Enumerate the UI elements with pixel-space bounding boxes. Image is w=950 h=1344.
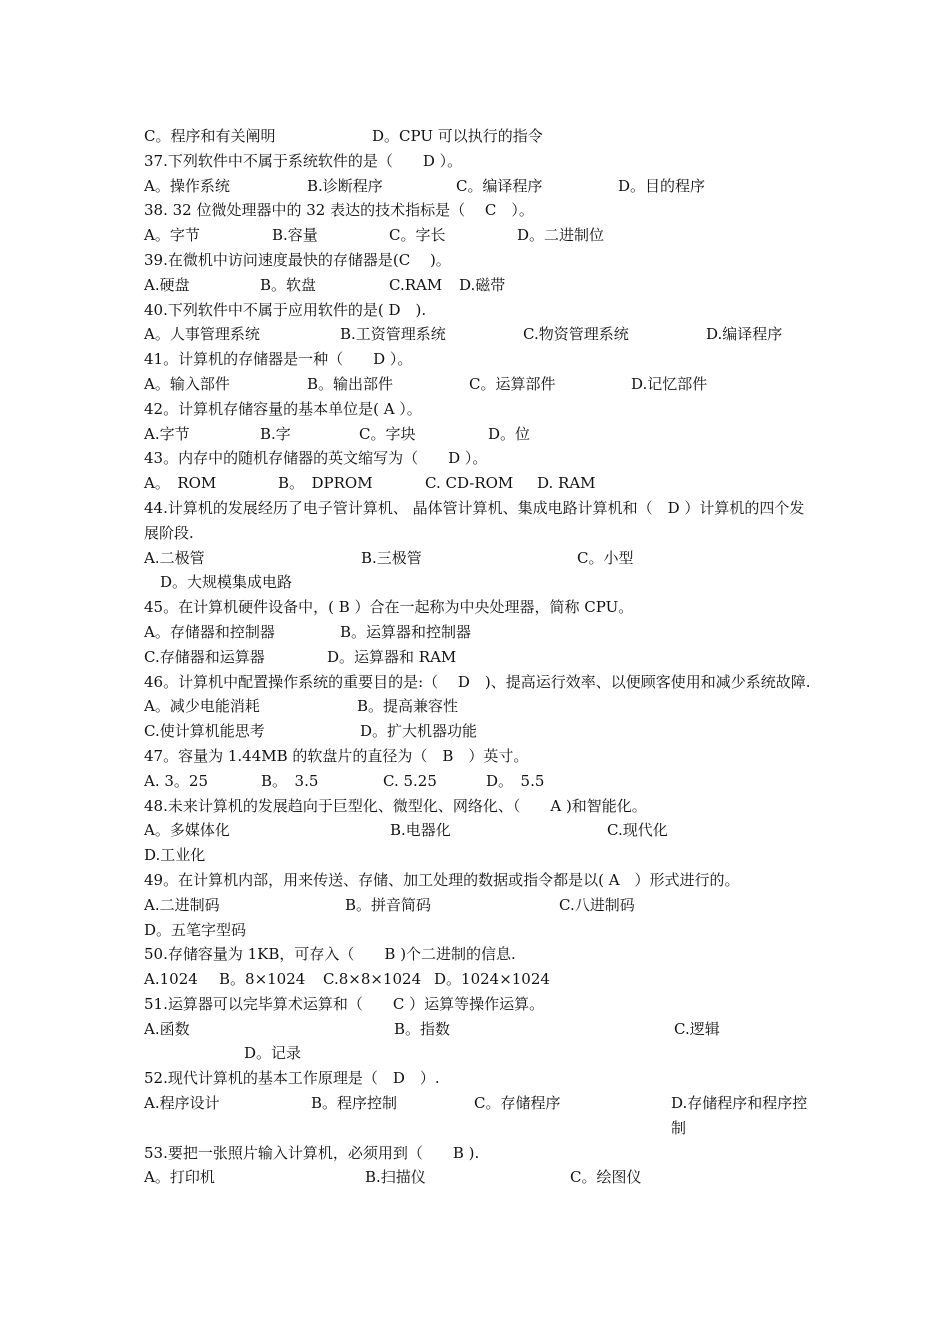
option-d: D。 5.5 [486, 771, 545, 790]
question-43: 43。内存中的随机存储器的英文缩写为（ D ）。 [144, 449, 488, 468]
option-row [144, 223, 812, 248]
option-d: D. RAM [537, 474, 596, 493]
option-b: B。软盘 [260, 275, 317, 294]
option-d: D.存储程序和程序控制 [671, 1094, 808, 1137]
option-d: D.编译程序 [706, 325, 783, 344]
option-c: C。绘图仪 [570, 1168, 642, 1187]
question-45: 45。在计算机硬件设备中，( B ）合在一起称为中央处理器，简称 CPU。 [144, 598, 634, 617]
option-a: A.程序设计 [144, 1094, 220, 1113]
option-d: D。运算器和 RAM [327, 647, 457, 666]
option-d: D。位 [488, 424, 531, 443]
question-53: 53.要把一张照片输入计算机，必须用到（ B ). [144, 1143, 480, 1162]
question-39: 39.在微机中访问速度最快的存储器是(C )。 [144, 250, 451, 269]
option-d: D。记录 [244, 1044, 302, 1063]
option-row [144, 1091, 812, 1141]
option-c: C.现代化 [607, 821, 668, 840]
option-row [144, 322, 812, 347]
question-46: 46。计算机中配置操作系统的重要目的是:（ D )、提高运行效率、以便顾客使用和减少系统故障. [144, 672, 811, 691]
option-c: C。字长 [389, 226, 446, 245]
option-c: C. 5.25 [383, 771, 437, 790]
option-a: A。输入部件 [144, 374, 230, 393]
option-b: B。提高兼容性 [357, 697, 459, 716]
question-44: 44.计算机的发展经历了电子管计算机、 晶体管计算机、集成电路计算机和（ D ）计算机的四个发展阶段. [144, 498, 805, 542]
option-a: A。人事管理系统 [144, 325, 260, 344]
option-c: C。编译程序 [456, 176, 543, 195]
option-a: A。存储器和控制器 [144, 622, 275, 641]
option-d: D。二进制位 [517, 226, 605, 245]
question-40: 40.下列软件中不属于应用软件的是( D ). [144, 300, 427, 319]
option-row [144, 124, 812, 149]
option-c: C. CD-ROM [425, 474, 514, 493]
option-b: B.工资管理系统 [340, 325, 446, 344]
option-row [144, 372, 812, 397]
option-d: D。CPU 可以执行的指令 [372, 127, 543, 145]
option-b: B。运算器和控制器 [340, 622, 472, 641]
option-a: A.硬盘 [144, 275, 190, 294]
option-row [144, 893, 812, 918]
question-48: 48.未来计算机的发展趋向于巨型化、微型化、网络化、（ A )和智能化。 [144, 796, 647, 815]
option-d: D。目的程序 [618, 176, 706, 195]
option-d: D。1024×1024 [434, 970, 550, 989]
option-row [144, 918, 812, 943]
option-row [144, 769, 812, 794]
option-a: A.二极管 [144, 548, 205, 567]
question-41: 41。计算机的存储器是一种（ D ）。 [144, 350, 413, 369]
option-row [144, 422, 812, 447]
option-a: A.函数 [144, 1019, 190, 1038]
option-row [144, 273, 812, 298]
option-d: D。扩大机器功能 [360, 722, 478, 741]
option-row [144, 645, 812, 670]
option-row [144, 1041, 812, 1066]
option-c: C。运算部件 [469, 374, 556, 393]
option-b: B.扫描仪 [365, 1168, 426, 1187]
option-d: D.记忆部件 [631, 374, 708, 393]
option-c: C.8×8×1024 [323, 970, 422, 989]
option-row [144, 843, 812, 868]
option-row [144, 1165, 812, 1190]
option-c: C。小型 [577, 548, 634, 567]
option-c: C.物资管理系统 [523, 325, 629, 344]
option-b: B.诊断程序 [307, 176, 383, 195]
option-b: B.容量 [272, 226, 318, 245]
option-b: B.电器化 [390, 821, 451, 840]
option-d: D.工业化 [144, 846, 206, 865]
question-47: 47。容量为 1.44MB 的软盘片的直径为（ B ）英寸。 [144, 746, 529, 765]
option-c: C.存储器和运算器 [144, 647, 265, 666]
option-row [144, 818, 812, 843]
option-row [144, 620, 812, 645]
question-49: 49。在计算机内部，用来传送、存储、加工处理的数据或指令都是以( A ）形式进行的。 [144, 870, 740, 889]
option-a: A。字节 [144, 226, 200, 245]
option-b: B。指数 [394, 1019, 451, 1038]
option-a: A。多媒体化 [144, 821, 230, 840]
option-a: A.字节 [144, 424, 190, 443]
option-c: C。字块 [359, 424, 416, 443]
option-b: B.三极管 [361, 548, 422, 567]
option-b: B。程序控制 [311, 1094, 398, 1113]
option-row [144, 1017, 812, 1042]
option-c: C。存储程序 [474, 1094, 561, 1113]
option-row [144, 471, 812, 496]
question-51: 51.运算器可以完毕算术运算和（ C ）运算等操作运算。 [144, 994, 545, 1013]
option-b: B。 DPROM [278, 474, 373, 493]
question-50: 50.存储容量为 1KB，可存入（ B )个二进制的信息. [144, 945, 516, 964]
option-c: C.八进制码 [559, 895, 635, 914]
option-a: A. 3。25 [144, 771, 208, 790]
option-row [144, 967, 812, 992]
option-c: C。程序和有关阐明 [144, 127, 276, 145]
question-52: 52.现代计算机的基本工作原理是（ D ）. [144, 1069, 440, 1088]
question-38: 38. 32 位微处理器中的 32 表达的技术指标是（ C ）。 [144, 201, 534, 220]
option-a: A.1024 [144, 970, 198, 989]
option-c: C.RAM [389, 275, 443, 294]
option-row [144, 174, 812, 199]
option-row [144, 546, 812, 571]
option-b: B.字 [260, 424, 291, 443]
question-42: 42。计算机存储容量的基本单位是( A ）。 [144, 399, 422, 418]
option-b: B。8×1024 [219, 970, 306, 989]
option-a: A。打印机 [144, 1168, 215, 1187]
option-c: C.逻辑 [674, 1019, 720, 1038]
option-a: A.二进制码 [144, 895, 220, 914]
option-b: B。 3.5 [261, 771, 319, 790]
option-row [144, 570, 812, 595]
option-c: C.使计算机能思考 [144, 722, 265, 741]
question-list [144, 124, 812, 1190]
option-b: B。输出部件 [307, 374, 394, 393]
option-d: D。五笔字型码 [144, 920, 247, 939]
option-a: A。减少电能消耗 [144, 697, 260, 716]
option-d: D。大规模集成电路 [160, 573, 293, 592]
question-37: 37.下列软件中不属于系统软件的是（ D ）。 [144, 151, 463, 170]
option-b: B。拼音简码 [345, 895, 432, 914]
option-a: A。操作系统 [144, 176, 230, 195]
option-row [144, 719, 812, 744]
option-a: A。 ROM [144, 474, 217, 493]
option-row [144, 694, 812, 719]
option-d: D.磁带 [459, 275, 506, 294]
